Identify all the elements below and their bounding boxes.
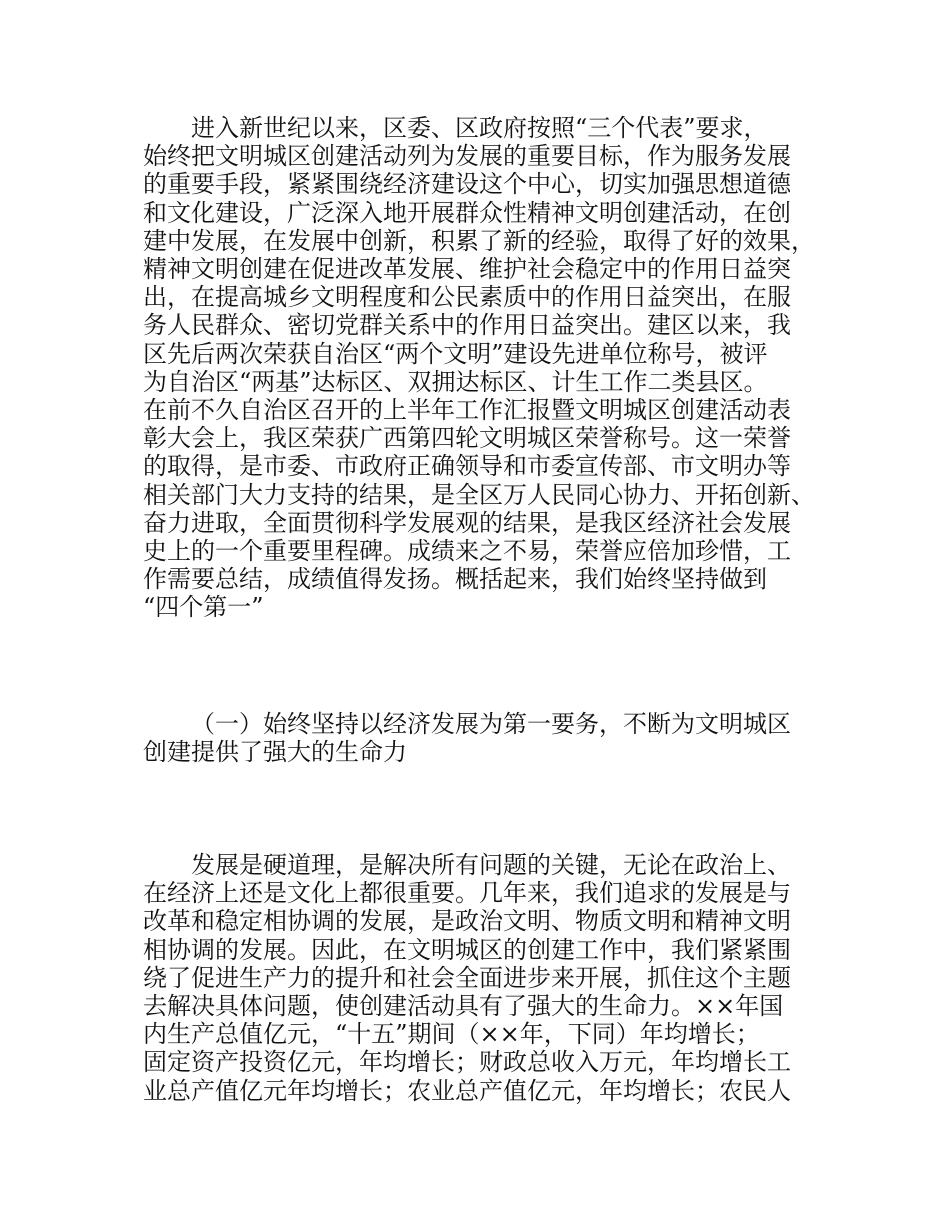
paragraph-line: 发展是硬道理，是解决所有问题的关键，无论在政治上、 bbox=[191, 851, 791, 879]
paragraph-development bbox=[143, 851, 815, 1105]
paragraph-line: 业总产值亿元年均增长；农业总产值亿元，年均增长；农民人 bbox=[143, 1076, 791, 1105]
paragraph-line: 建中发展，在发展中创新，积累了新的经验，取得了好的效果， bbox=[143, 226, 815, 255]
paragraph-intro bbox=[143, 114, 815, 622]
paragraph-line: 固定资产投资亿元，年均增长；财政总收入万元，年均增长工 bbox=[143, 1048, 791, 1077]
paragraph-line: 和文化建设，广泛深入地开展群众性精神文明创建活动，在创 bbox=[143, 198, 791, 227]
paragraph-line: 彰大会上，我区荣获广西第四轮文明城区荣誉称号。这一荣誉 bbox=[143, 424, 791, 453]
paragraph-line: 为自治区“两基”达标区、双拥达标区、计生工作二类县区。 bbox=[143, 367, 768, 396]
paragraph-line: 务人民群众、密切党群关系中的作用日益突出。建区以来，我 bbox=[143, 311, 791, 340]
paragraph-line: 出，在提高城乡文明程度和公民素质中的作用日益突出，在服 bbox=[143, 283, 791, 312]
heading-line: （一）始终坚持以经济发展为第一要务，不断为文明城区 bbox=[191, 710, 791, 738]
section-heading bbox=[143, 710, 815, 766]
paragraph-line: 奋力进取，全面贯彻科学发展观的结果，是我区经济社会发展 bbox=[143, 508, 791, 537]
paragraph-line: 精神文明创建在促进改革发展、维护社会稳定中的作用日益突 bbox=[143, 255, 791, 284]
paragraph-line: 去解决具体问题，使创建活动具有了强大的生命力。××年国 bbox=[143, 992, 784, 1021]
paragraph-line: “四个第一” bbox=[143, 593, 264, 622]
paragraph-line: 内生产总值亿元，“十五”期间（××年，下同）年均增长； bbox=[143, 1020, 760, 1049]
paragraph-line: 的重要手段，紧紧围绕经济建设这个中心，切实加强思想道德 bbox=[143, 170, 791, 199]
paragraph-line: 史上的一个重要里程碑。成绩来之不易，荣誉应倍加珍惜，工 bbox=[143, 537, 791, 566]
paragraph-line: 始终把文明城区创建活动列为发展的重要目标，作为服务发展 bbox=[143, 142, 791, 171]
heading-line: 创建提供了强大的生命力 bbox=[143, 738, 407, 767]
paragraph-line: 相关部门大力支持的结果，是全区万人民同心协力、开拓创新、 bbox=[143, 480, 815, 509]
paragraph-line: 绕了促进生产力的提升和社会全面进步来开展，抓住这个主题 bbox=[143, 963, 791, 992]
paragraph-line: 区先后两次荣获自治区“两个文明”建设先进单位称号，被评 bbox=[143, 339, 768, 368]
paragraph-line: 在经济上还是文化上都很重要。几年来，我们追求的发展是与 bbox=[143, 879, 791, 908]
paragraph-line: 作需要总结，成绩值得发扬。概括起来，我们始终坚持做到 bbox=[143, 565, 767, 594]
paragraph-line: 进入新世纪以来，区委、区政府按照“三个代表”要求， bbox=[191, 114, 768, 142]
paragraph-line: 相协调的发展。因此，在文明城区的创建工作中，我们紧紧围 bbox=[143, 935, 791, 964]
paragraph-line: 改革和稳定相协调的发展，是政治文明、物质文明和精神文明 bbox=[143, 907, 791, 936]
paragraph-line: 的取得，是市委、市政府正确领导和市委宣传部、市文明办等 bbox=[143, 452, 791, 481]
paragraph-line: 在前不久自治区召开的上半年工作汇报暨文明城区创建活动表 bbox=[143, 396, 791, 425]
